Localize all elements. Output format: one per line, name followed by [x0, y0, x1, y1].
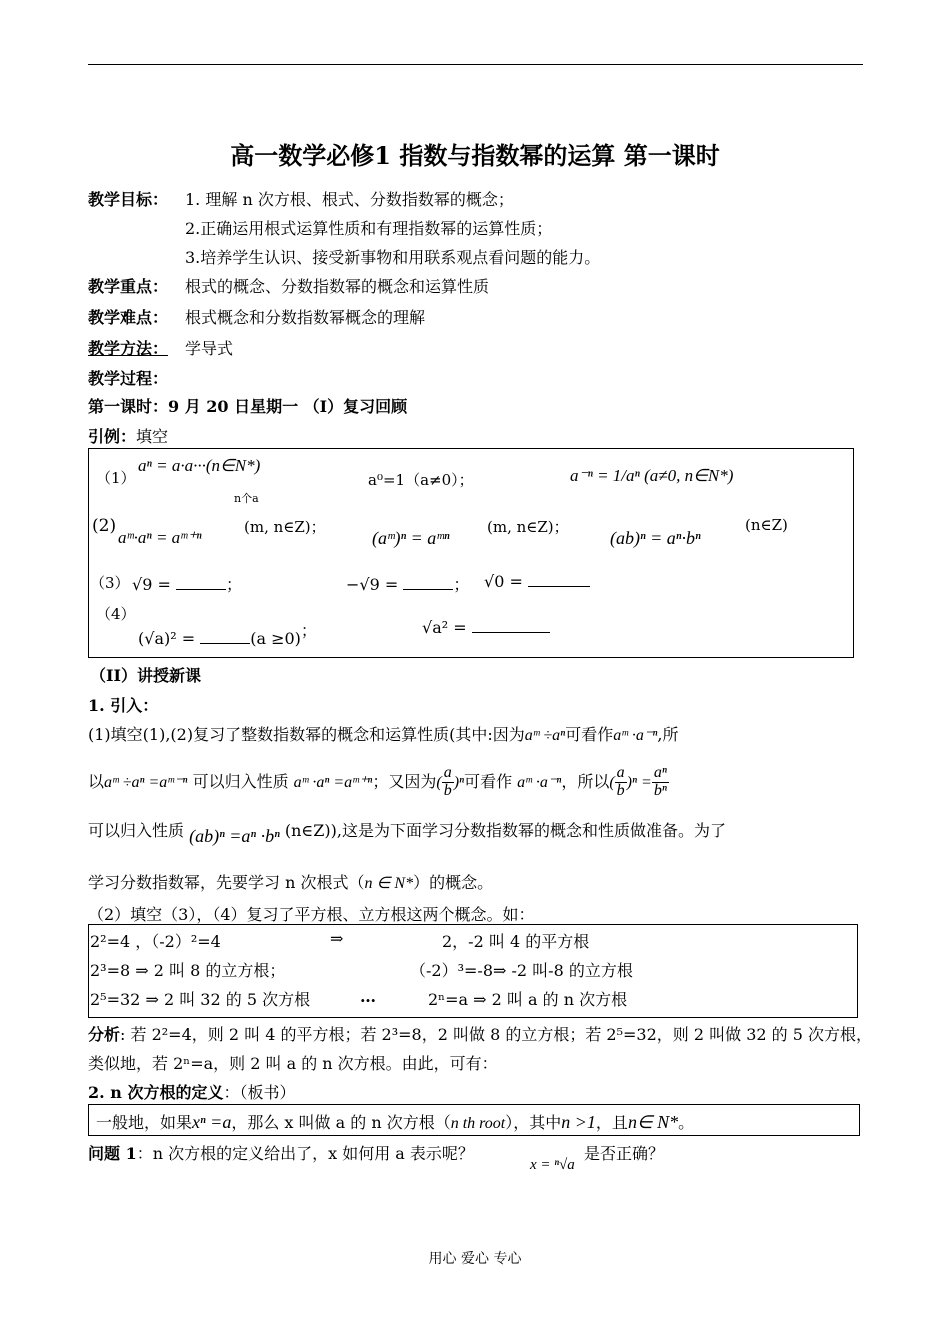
review-row1-negative-power: a⁻ⁿ = 1/aⁿ (a≠0, n∈N*)	[570, 466, 734, 485]
review-row4-label: （4）	[96, 605, 136, 623]
intro-formula-3: aᵐ ÷aⁿ =aᵐ⁻ⁿ	[104, 773, 188, 791]
example-text: 填空	[136, 427, 169, 446]
key-points-text: 根式的概念、分数指数幂的概念和运算性质	[185, 277, 490, 296]
root-row3-left: 2⁵=32 ⇒ 2 叫 32 的 5 次方根	[90, 990, 311, 1009]
root-row1-arrow: ⇒	[330, 929, 344, 948]
review-row2-formula-2: (aᵐ)ⁿ = aᵐⁿ	[372, 528, 450, 548]
review-row1-formula: aⁿ = a·a···(n∈N*)	[138, 456, 261, 475]
root-row1-right: 2，-2 叫 4 的平方根	[442, 932, 590, 951]
intro-text-4: 以	[88, 771, 105, 791]
review-row4-sqrt-a-squared: (√a)² =	[138, 629, 196, 648]
question1-formula: x = ⁿ√a	[530, 1157, 575, 1173]
example-label: 引例：	[88, 427, 137, 446]
review-row2-formula-3: (ab)ⁿ = aⁿ·bⁿ	[610, 528, 701, 548]
review-row2-formula-1: aᵐ·aⁿ = aᵐ⁺ⁿ	[118, 528, 202, 547]
process-label: 教学过程：	[88, 369, 169, 388]
intro-text-11: 学习分数指数幂，先要学习 n 次根式（	[88, 873, 365, 892]
lesson-heading: 第一课时：9 月 20 日星期一 （I）复习回顾	[88, 397, 408, 416]
review-row2-label: (2)	[92, 516, 117, 536]
root-row2-right: （-2）³=-8⇒ -2 叫-8 的立方根	[410, 961, 633, 980]
intro-text-7: 可看作	[464, 771, 513, 791]
intro-text-5: 可以归入性质	[192, 771, 289, 791]
question1-label: 问题 1	[88, 1144, 137, 1163]
review-row3-label: （3）	[90, 574, 130, 592]
objective-1: 1. 理解 n 次方根、根式、分数指数幂的概念；	[185, 190, 514, 209]
objective-3: 3.培养学生认识、接受新事物和用联系观点看问题的能力。	[185, 248, 601, 267]
question1-text: ：n 次方根的定义给出了，x 如何用 a 表示呢？	[136, 1144, 474, 1163]
key-points-label: 教学重点：	[88, 277, 169, 296]
definition-text-5: 。	[678, 1113, 695, 1132]
objectives-label: 教学目标：	[88, 190, 169, 209]
blank-sqrt-a2[interactable]	[472, 618, 550, 633]
definition-text-3: ），其中	[505, 1113, 562, 1132]
page-title: 高一数学必修1 指数与指数幂的运算 第一课时	[230, 141, 720, 170]
fraction-a-over-b-2: $\frac{a}{b}$	[616, 764, 625, 799]
intro-formula-4: aᵐ ·aⁿ =aᵐ⁺ⁿ	[293, 773, 373, 791]
definition-text-1: 一般地，如果	[96, 1113, 193, 1132]
definition-formula-1: xⁿ =a	[192, 1112, 232, 1132]
difficulties-label: 教学难点：	[88, 308, 169, 327]
intro-text-6: ；又因为	[372, 771, 437, 791]
definition-text-4: ，且	[595, 1113, 628, 1132]
intro-text-10: (n∈Z)),这是为下面学习分数指数幂的概念和性质做准备。为了	[284, 821, 726, 840]
analysis-label: 分析	[88, 1025, 121, 1044]
definition-formula-4: n∈ N*	[627, 1112, 679, 1132]
intro-formula-7: n ∈ N*	[364, 875, 414, 892]
intro-formula-1: aᵐ ÷aⁿ	[524, 727, 566, 744]
method-label: 教学方法：	[88, 339, 169, 358]
intro-formula-5: aᵐ ·a⁻ⁿ	[517, 773, 562, 791]
blank-neg-sqrt9[interactable]	[403, 575, 453, 590]
review-row3-neg-sqrt9: −√9 =	[346, 575, 399, 594]
review-row2-cond-1: (m, n∈Z)；	[244, 518, 326, 536]
method-text: 学导式	[185, 339, 234, 358]
intro-text-9: 可以归入性质	[88, 821, 185, 840]
blank-sqrt-a-squared[interactable]	[200, 629, 250, 644]
review-row2-cond-2: (m, n∈Z)；	[487, 518, 569, 536]
intro-text-2: 可看作	[565, 725, 614, 744]
review-row1-under: n个a	[234, 492, 259, 505]
objective-2: 2.正确运用根式运算性质和有理指数幂的运算性质；	[185, 219, 553, 238]
intro-heading: 1. 引入：	[88, 696, 159, 715]
root-row3-right: 2ⁿ=a ⇒ 2 叫 a 的 n 次方根	[428, 990, 628, 1009]
intro-formula-6: (ab)ⁿ =aⁿ ·bⁿ	[189, 826, 280, 846]
root-row2-left: 2³=8 ⇒ 2 叫 8 的立方根；	[90, 961, 286, 980]
review-row3-sqrt0: √0 =	[484, 572, 523, 591]
analysis-line-1: : 若 2²=4，则 2 叫 4 的平方根；若 2³=8，2 叫做 8 的立方根；若 2⁵=32，则 2 叫做 32 的 5 次方根，	[120, 1025, 873, 1044]
difficulties-text: 根式概念和分数指数幂概念的理解	[185, 308, 426, 327]
intro-text-1: (1)填空(1),(2)复习了整数指数幂的概念和运算性质(其中:因为	[88, 725, 525, 744]
definition-formula-2: n th root	[450, 1115, 506, 1132]
definition-heading-rest: ：（板书）	[223, 1083, 296, 1102]
new-lesson-heading: （II）讲授新课	[90, 666, 201, 685]
analysis-line-2: 类似地，若 2ⁿ=a，则 2 叫 a 的 n 次方根。由此，可有：	[88, 1054, 498, 1073]
root-row3-dots: …	[360, 987, 376, 1006]
review-row4-sqrt-a2: √a² =	[422, 618, 467, 637]
review-row1-label: （1）	[96, 469, 136, 487]
review-row4-condition: (a ≥0)	[250, 629, 301, 648]
intro-text-3: ,所	[657, 725, 679, 744]
fraction-an-over-bn: $\frac{\text{aⁿ}}{\text{bⁿ}}$	[653, 764, 667, 799]
review-row2-cond-3: (n∈Z)	[745, 516, 788, 534]
fraction-a-over-b: $\frac{a}{b}$	[443, 764, 452, 799]
blank-sqrt0[interactable]	[528, 572, 590, 587]
review-row3-sqrt9: √9 =	[132, 575, 171, 594]
definition-formula-3: n >1	[561, 1112, 596, 1132]
review-row1-zero-power: a⁰=1（a≠0）；	[368, 471, 474, 489]
definition-heading: 2. n 次方根的定义	[88, 1083, 224, 1102]
header-rule	[88, 64, 863, 65]
blank-sqrt9[interactable]	[176, 575, 226, 590]
intro-formula-2: aᵐ ·a⁻ⁿ	[613, 727, 658, 744]
question1-tail: 是否正确？	[584, 1144, 665, 1163]
intro-text-8: ，所以	[561, 771, 610, 791]
root-row1-left: 2²=4 ，（-2）²=4	[90, 932, 221, 951]
definition-text-2: ，那么 x 叫做 a 的 n 次方根（	[231, 1113, 451, 1132]
intro-paragraph-2: （2）填空（3），（4）复习了平方根、立方根这两个概念。如：	[88, 905, 535, 924]
intro-text-12: ）的概念。	[413, 873, 494, 892]
page-footer: 用心 爱心 专心	[428, 1251, 522, 1267]
